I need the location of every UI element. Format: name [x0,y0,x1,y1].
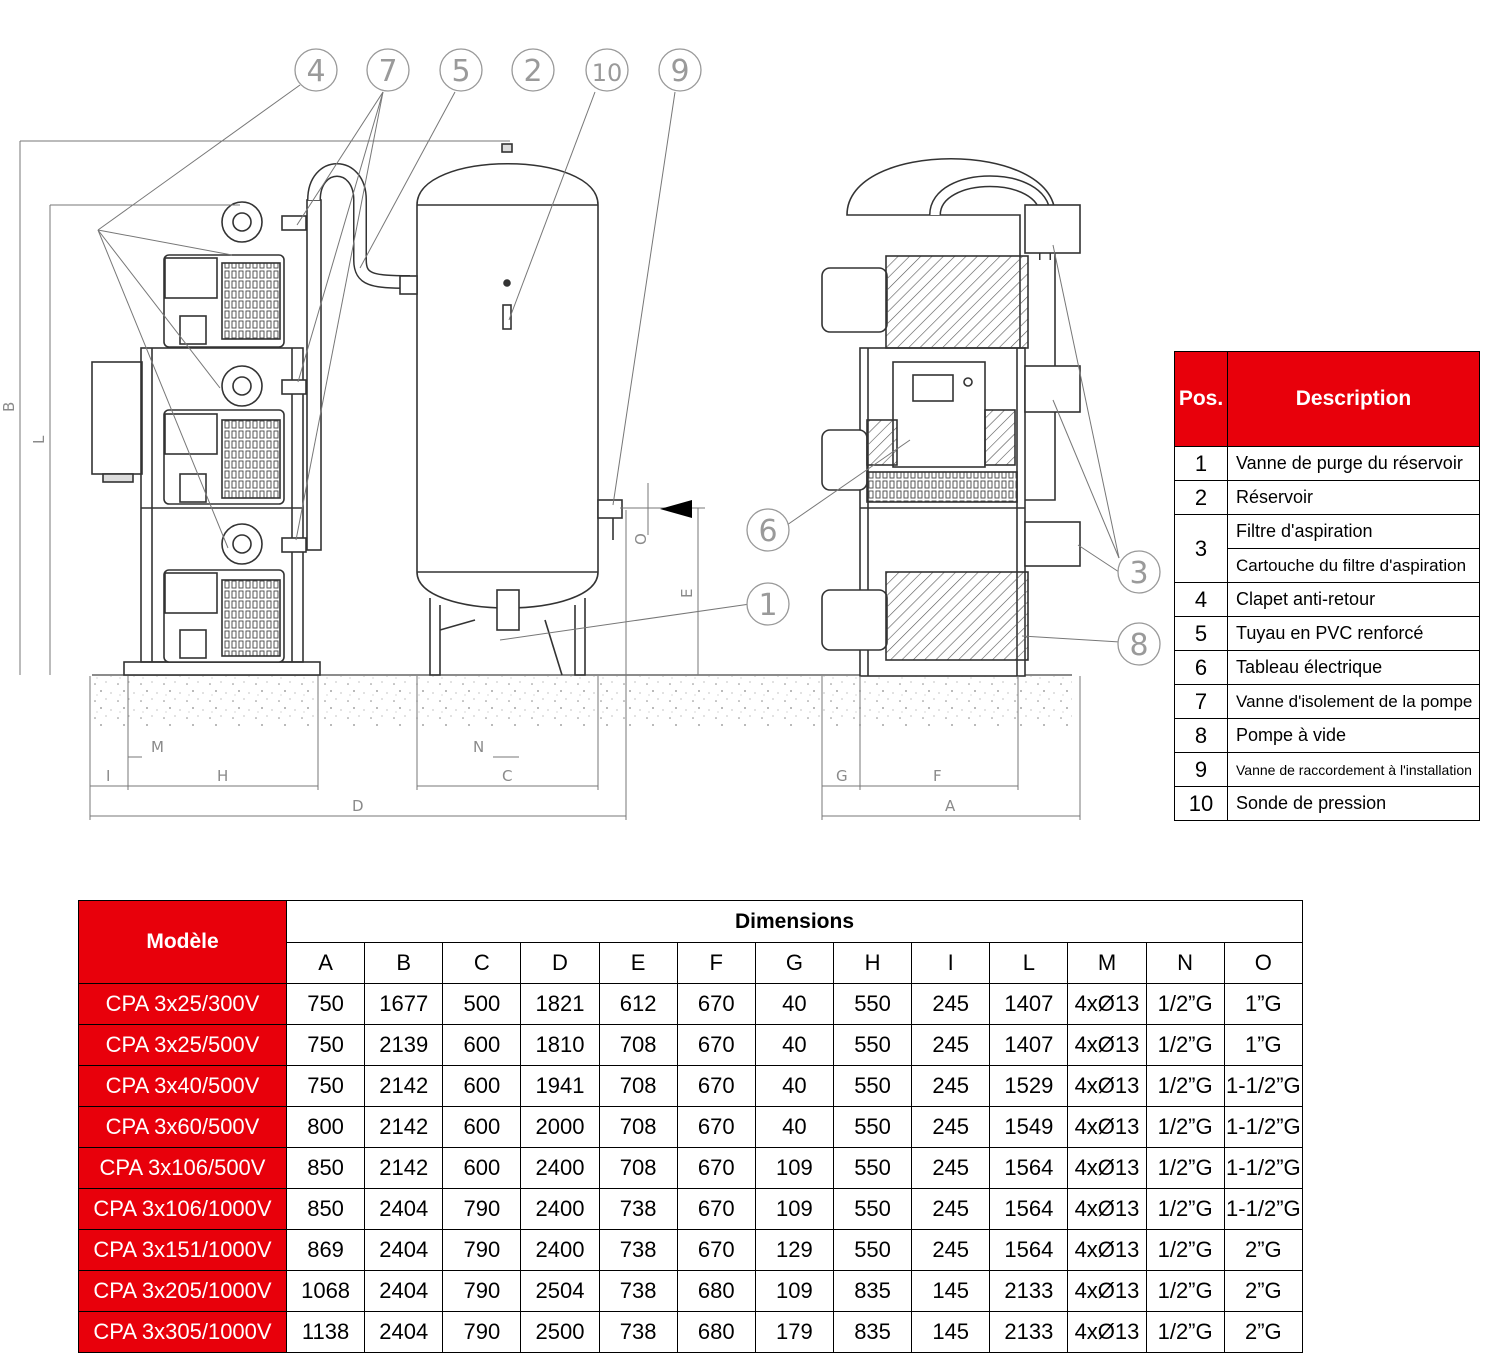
dimension-cell: 4xØ13 [1068,1148,1146,1189]
dimension-cell: 1-1/2”G [1224,1189,1302,1230]
dimension-cell: 1”G [1224,984,1302,1025]
legend-pos: 7 [1175,685,1228,719]
legend-pos: 9 [1175,753,1228,787]
table-row [79,1312,1303,1353]
legend-desc: Tableau électrique [1228,651,1480,685]
dimension-cell: 245 [912,1025,990,1066]
dimension-cell: 2400 [521,1230,599,1271]
legend-row [1175,651,1480,685]
legend-table [1174,351,1480,821]
dimension-cell: 2404 [365,1230,443,1271]
dimension-cell: 670 [677,1189,755,1230]
dimension-cell: 2”G [1224,1312,1302,1353]
dimension-cell: 1-1/2”G [1224,1107,1302,1148]
dimension-cell: 680 [677,1271,755,1312]
dimension-cell: 670 [677,1148,755,1189]
dimension-cell: 4xØ13 [1068,1312,1146,1353]
dimension-cell: 738 [599,1312,677,1353]
dim-G: G [836,767,848,785]
dimension-cell: 1/2”G [1146,1107,1224,1148]
dimension-cell: 179 [755,1312,833,1353]
callout-10: 10 [591,59,623,87]
dim-C: C [502,767,513,785]
dimension-cell: 738 [599,1230,677,1271]
column-header-d: D [521,943,599,984]
dimension-cell: 835 [833,1271,911,1312]
legend-header-row [1175,352,1480,447]
model-name: CPA 3x205/1000V [79,1271,287,1312]
dimension-cell: 750 [287,1066,365,1107]
dimension-cell: 245 [912,1148,990,1189]
dimension-cell: 750 [287,984,365,1025]
dimension-cell: 738 [599,1271,677,1312]
dimension-cell: 40 [755,1107,833,1148]
dimension-cell: 1941 [521,1066,599,1107]
dimension-cell: 109 [755,1271,833,1312]
table-row [79,1148,1303,1189]
column-header-o: O [1224,943,1302,984]
legend-desc: Vanne de raccordement à l'installation [1228,753,1480,787]
dimension-cell: 790 [443,1189,521,1230]
dimension-cell: 600 [443,1025,521,1066]
table-row [79,984,1303,1025]
column-header-a: A [287,943,365,984]
dimension-cell: 550 [833,1107,911,1148]
table-row [79,1271,1303,1312]
dimension-cell: 1”G [1224,1025,1302,1066]
dimension-cell: 1810 [521,1025,599,1066]
legend-row [1175,617,1480,651]
dimensions-table [78,900,1303,1353]
legend-desc: Cartouche du filtre d'aspiration [1228,549,1480,583]
legend-row [1175,787,1480,821]
dimension-cell: 245 [912,984,990,1025]
dimension-cell: 2500 [521,1312,599,1353]
dimension-cell: 550 [833,1148,911,1189]
column-header-g: G [755,943,833,984]
dimension-cell: 1/2”G [1146,1066,1224,1107]
dimension-cell: 550 [833,1066,911,1107]
legend-desc: Vanne d'isolement de la pompe [1228,685,1480,719]
dimension-cell: 109 [755,1189,833,1230]
column-header-e: E [599,943,677,984]
dimensions-title: Dimensions [287,901,1303,943]
dimension-cell: 2400 [521,1189,599,1230]
legend-pos: 10 [1175,787,1228,821]
dimension-cell: 145 [912,1312,990,1353]
dim-I: I [106,767,111,785]
legend-pos: 6 [1175,651,1228,685]
dimension-cell: 835 [833,1312,911,1353]
column-header-c: C [443,943,521,984]
dimension-cell: 612 [599,984,677,1025]
dimension-cell: 550 [833,1230,911,1271]
dimension-cell: 670 [677,984,755,1025]
dimension-cell: 2142 [365,1148,443,1189]
column-header-h: H [833,943,911,984]
model-header: Modèle [79,901,287,984]
dimension-cell: 790 [443,1230,521,1271]
model-name: CPA 3x151/1000V [79,1230,287,1271]
legend-row [1175,447,1480,481]
dimension-cell: 4xØ13 [1068,1107,1146,1148]
dimension-cell: 1138 [287,1312,365,1353]
column-header-i: I [912,943,990,984]
dim-A: A [945,797,956,815]
ground-slab [92,676,1072,726]
vacuum-vessel [400,144,622,675]
dimension-cell: 2142 [365,1107,443,1148]
dimension-cell: 1407 [990,984,1068,1025]
model-name: CPA 3x25/500V [79,1025,287,1066]
dimension-cell: 2133 [990,1271,1068,1312]
model-name: CPA 3x305/1000V [79,1312,287,1353]
dimension-cell: 708 [599,1148,677,1189]
legend-pos: 5 [1175,617,1228,651]
dimension-cell: 4xØ13 [1068,1230,1146,1271]
dimension-cell: 670 [677,1025,755,1066]
dimension-cell: 1/2”G [1146,1312,1224,1353]
dim-H: H [217,767,229,785]
dimension-cell: 850 [287,1148,365,1189]
dimension-cell: 2404 [365,1312,443,1353]
table-row [79,1107,1303,1148]
column-header-l: L [990,943,1068,984]
dim-B: B [0,401,18,412]
dimension-cell: 600 [443,1066,521,1107]
dim-D: D [352,797,364,815]
legend-row [1175,515,1480,549]
legend-desc: Tuyau en PVC renforcé [1228,617,1480,651]
column-header-m: M [1068,943,1146,984]
dim-O: O [632,533,650,545]
dimension-cell: 245 [912,1230,990,1271]
dimension-cell: 670 [677,1107,755,1148]
dimension-cell: 600 [443,1107,521,1148]
legend-header-pos: Pos. [1175,352,1228,447]
legend-desc: Sonde de pression [1228,787,1480,821]
dimension-cell: 2”G [1224,1230,1302,1271]
legend-row [1175,753,1480,787]
dimension-cell: 1/2”G [1146,1189,1224,1230]
dimension-cell: 1564 [990,1148,1068,1189]
model-name: CPA 3x60/500V [79,1107,287,1148]
dimension-cell: 708 [599,1025,677,1066]
dim-L: L [30,435,48,444]
dimension-cell: 40 [755,1066,833,1107]
dimension-cell: 1068 [287,1271,365,1312]
legend-row [1175,583,1480,617]
dimension-cell: 2000 [521,1107,599,1148]
legend-desc: Filtre d'aspiration [1228,515,1480,549]
callout-3: 3 [1129,556,1149,591]
legend-header-desc: Description [1228,352,1480,447]
dimension-cell: 245 [912,1066,990,1107]
dimension-cell: 2400 [521,1148,599,1189]
dimension-cell: 750 [287,1025,365,1066]
dimension-cell: 670 [677,1230,755,1271]
dimension-cell: 1407 [990,1025,1068,1066]
dimension-cell: 1677 [365,984,443,1025]
dimension-cell: 1/2”G [1146,1271,1224,1312]
dimension-cell: 4xØ13 [1068,984,1146,1025]
dimension-cell: 4xØ13 [1068,1271,1146,1312]
dim-F: F [933,767,942,785]
dimension-cell: 4xØ13 [1068,1189,1146,1230]
callout-6: 6 [758,514,778,549]
dimension-cell: 4xØ13 [1068,1025,1146,1066]
dimension-cell: 500 [443,984,521,1025]
table-row [79,1025,1303,1066]
dim-M: M [151,738,164,756]
table-row [79,1189,1303,1230]
dimension-cell: 550 [833,984,911,1025]
legend-pos: 2 [1175,481,1228,515]
dimension-cell: 2133 [990,1312,1068,1353]
dimension-cell: 790 [443,1312,521,1353]
dimension-cell: 2404 [365,1271,443,1312]
dimension-cell: 1821 [521,984,599,1025]
dimension-cell: 2504 [521,1271,599,1312]
dimension-cell: 1/2”G [1146,1148,1224,1189]
dimension-cell: 4xØ13 [1068,1066,1146,1107]
callout-2: 2 [523,54,543,89]
dimension-cell: 245 [912,1189,990,1230]
legend-desc: Vanne de purge du réservoir [1228,447,1480,481]
dimension-cell: 1529 [990,1066,1068,1107]
table-row [79,1230,1303,1271]
dimension-cell: 680 [677,1312,755,1353]
dimension-cell: 1-1/2”G [1224,1148,1302,1189]
dimension-cell: 1/2”G [1146,984,1224,1025]
dimension-cell: 40 [755,1025,833,1066]
model-name: CPA 3x106/500V [79,1148,287,1189]
dimension-cell: 550 [833,1189,911,1230]
dimension-cell: 1564 [990,1230,1068,1271]
model-name: CPA 3x106/1000V [79,1189,287,1230]
dimension-cell: 2139 [365,1025,443,1066]
dimension-cell: 145 [912,1271,990,1312]
dimension-cell: 600 [443,1148,521,1189]
dimension-cell: 1/2”G [1146,1025,1224,1066]
dimension-cell: 129 [755,1230,833,1271]
dim-E: E [678,588,696,598]
callout-4: 4 [306,54,326,89]
dimension-cell: 1549 [990,1107,1068,1148]
dimension-cell: 800 [287,1107,365,1148]
legend-row [1175,719,1480,753]
dims-title-row [79,901,1303,943]
legend-row [1175,685,1480,719]
dimension-cell: 1564 [990,1189,1068,1230]
dimension-cell: 40 [755,984,833,1025]
dimension-cell: 245 [912,1107,990,1148]
dimension-cell: 1-1/2”G [1224,1066,1302,1107]
dimension-cell: 550 [833,1025,911,1066]
model-name: CPA 3x40/500V [79,1066,287,1107]
dimension-cell: 109 [755,1148,833,1189]
legend-pos: 4 [1175,583,1228,617]
flow-arrow [660,500,692,518]
model-name: CPA 3x25/300V [79,984,287,1025]
column-header-n: N [1146,943,1224,984]
callout-7: 7 [378,54,398,89]
callout-1: 1 [758,588,778,623]
callout-5: 5 [451,54,471,89]
dimension-cell: 2142 [365,1066,443,1107]
dimension-cell: 2404 [365,1189,443,1230]
legend-pos: 8 [1175,719,1228,753]
pump-rack-side-view [822,159,1080,676]
legend-pos: 1 [1175,447,1228,481]
legend-pos: 3 [1175,515,1228,583]
legend-desc: Clapet anti-retour [1228,583,1480,617]
table-row [79,1066,1303,1107]
dimension-cell: 708 [599,1066,677,1107]
legend-row [1175,481,1480,515]
dimension-cell: 708 [599,1107,677,1148]
column-header-f: F [677,943,755,984]
column-header-b: B [365,943,443,984]
legend-desc: Pompe à vide [1228,719,1480,753]
callout-8: 8 [1129,628,1149,663]
dimension-cell: 670 [677,1066,755,1107]
dimension-cell: 1/2”G [1146,1230,1224,1271]
dimension-cell: 790 [443,1271,521,1312]
dim-N: N [473,738,485,756]
dimension-cell: 2”G [1224,1271,1302,1312]
dimension-cell: 738 [599,1189,677,1230]
legend-desc: Réservoir [1228,481,1480,515]
callout-9: 9 [670,54,690,89]
pump-rack-front-view [92,170,410,675]
dimension-cell: 869 [287,1230,365,1271]
dimension-cell: 850 [287,1189,365,1230]
